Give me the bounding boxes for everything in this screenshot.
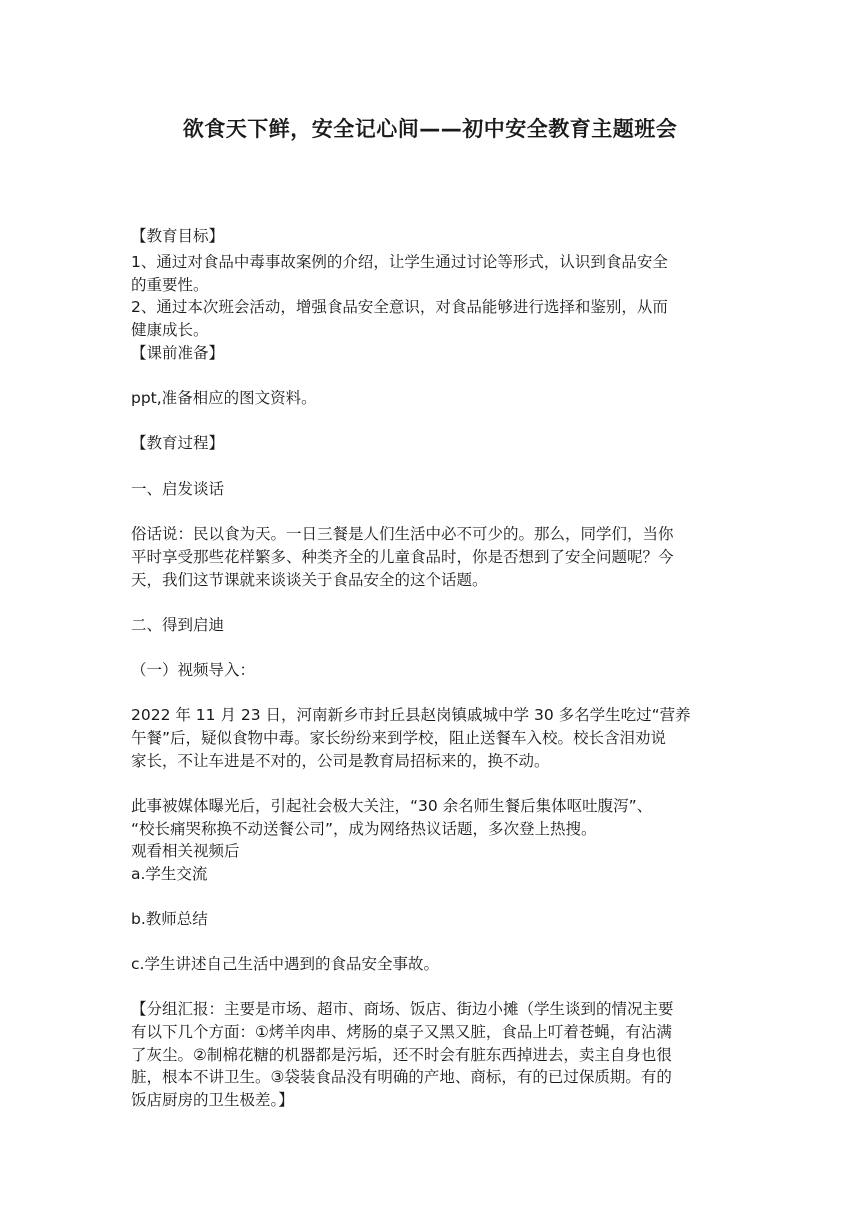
step-c: c.学生讲述自己生活中遇到的食品安全事故。 [131,955,439,973]
section-2-heading: 二、得到启迪 [131,616,225,634]
step-b: b.教师总结 [131,910,208,928]
case-paragraph-line-2: 午餐”后，疑似食物中毒。家长纷纷来到学校，阻止送餐车入校。校长含泪劝说 [131,729,667,747]
intro-paragraph-line-3: 天，我们这节课就来谈谈关于食品安全的这个话题。 [131,571,488,589]
heading-education-goals: 【教育目标】 [131,227,225,245]
goal-2-line-2: 健康成长。 [131,321,209,339]
case-paragraph-line-3: 家长，不让车进是不对的，公司是教育局招标来的，换不动。 [131,752,550,770]
section-1-heading: 一、启发谈话 [131,480,225,498]
group-report-line-5: 饭店厨房的卫生极差。】 [131,1091,294,1109]
goal-1-line-1: 1、通过对食品中毒事故案例的介绍，让学生通过讨论等形式，认识到食品安全 [131,253,668,271]
intro-paragraph-line-2: 平时享受那些花样繁多、种类齐全的儿童食品时，你是否想到了安全问题呢？今 [131,548,674,566]
step-a: a.学生交流 [131,865,208,883]
goal-1-line-2: 的重要性。 [131,276,209,294]
media-paragraph-line-1: 此事被媒体曝光后，引起社会极大关注，“30 余名师生餐后集体呕吐腹泻”、 [131,797,653,815]
intro-paragraph-line-1: 俗话说：民以食为天。一日三餐是人们生活中必不可少的。那么，同学们，当你 [131,525,674,543]
media-paragraph-line-2: “校长痛哭称换不动送餐公司”，成为网络热议话题，多次登上热搜。 [131,820,597,838]
goal-2-line-1: 2、通过本次班会活动，增强食品安全意识，对食品能够进行选择和鉴别，从而 [131,298,668,316]
group-report-line-2: 有以下几个方面：①烤羊肉串、烤肠的桌子又黑又脏，食品上叮着苍蝇，有沾满 [131,1023,672,1041]
after-video-line: 观看相关视频后 [131,842,240,860]
case-paragraph-line-1: 2022 年 11 月 23 日，河南新乡市封丘县赵岗镇戚城中学 30 多名学生吃过“营养 [131,706,691,724]
preparation-text: ppt,准备相应的图文资料。 [131,389,317,407]
group-report-line-1: 【分组汇报：主要是市场、超市、商场、饭店、街边小摊（学生谈到的情况主要 [131,1000,674,1018]
group-report-line-3: 了灰尘。②制棉花糖的机器都是污垢，还不时会有脏东西掉进去，卖主自身也很 [131,1046,672,1064]
heading-education-process: 【教育过程】 [131,434,225,452]
subsection-video-heading: （一）视频导入： [131,661,256,679]
heading-preparation: 【课前准备】 [131,344,225,362]
document-title: 欲食天下鲜，安全记心间——初中安全教育主题班会 [182,117,678,141]
group-report-line-4: 脏，根本不讲卫生。③袋装食品没有明确的产地、商标，有的已过保质期。有的 [131,1068,672,1086]
